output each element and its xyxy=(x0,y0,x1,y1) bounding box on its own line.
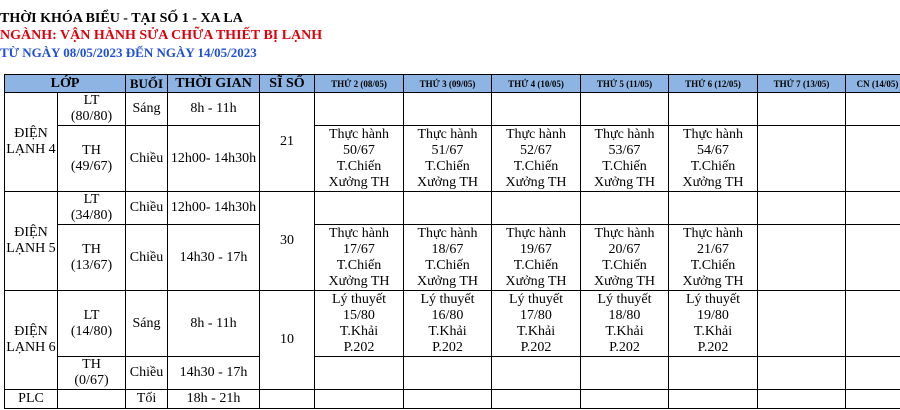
schedule-cell xyxy=(758,357,846,390)
session-buoi: Chiều xyxy=(126,192,168,225)
schedule-cell xyxy=(315,192,404,225)
table-row xyxy=(5,225,900,291)
schedule-cell xyxy=(846,93,900,126)
schedule-cell xyxy=(758,192,846,225)
table-row xyxy=(5,192,900,225)
session-type: TH (49/67) xyxy=(58,126,126,192)
class-name: PLC xyxy=(5,390,58,409)
table-row xyxy=(5,291,900,357)
schedule-cell xyxy=(758,126,846,192)
class-si-so: 21 xyxy=(260,93,315,192)
major-title: NGÀNH: VẬN HÀNH SỬA CHỮA THIẾT BỊ LẠNH xyxy=(0,28,323,43)
schedule-cell xyxy=(846,126,900,192)
schedule-cell xyxy=(758,390,846,409)
session-type xyxy=(58,390,126,409)
schedule-cell xyxy=(492,192,581,225)
schedule-cell xyxy=(404,390,492,409)
schedule-cell xyxy=(404,192,492,225)
schedule-cell xyxy=(581,93,669,126)
schedule-cell xyxy=(492,357,581,390)
class-si-so xyxy=(260,390,315,409)
table-row xyxy=(5,390,900,409)
schedule-cell xyxy=(846,390,900,409)
session-type: LT (14/80) xyxy=(58,291,126,357)
schedule-cell xyxy=(581,390,669,409)
schedule-cell: Thực hành 52/67 T.Chiến Xưởng TH xyxy=(492,126,581,192)
schedule-cell xyxy=(846,291,900,357)
schedule-cell: Thực hành 18/67 T.Chiến Xưởng TH xyxy=(404,225,492,291)
session-time: 12h00- 14h30h xyxy=(168,192,260,225)
session-time: 14h30 - 17h xyxy=(168,357,260,390)
schedule-cell xyxy=(581,357,669,390)
schedule-cell: Thực hành 17/67 T.Chiến Xưởng TH xyxy=(315,225,404,291)
schedule-cell xyxy=(669,93,758,126)
col-thoi-gian: THỜI GIAN xyxy=(168,75,260,93)
schedule-cell: Thực hành 19/67 T.Chiến Xưởng TH xyxy=(492,225,581,291)
table-row xyxy=(5,357,900,390)
col-lop: LỚP xyxy=(5,75,126,93)
schedule-cell xyxy=(846,192,900,225)
col-day-sun: CN (14/05) xyxy=(846,75,900,93)
col-day-thu: THỨ 5 (11/05) xyxy=(581,75,669,93)
session-type: TH (13/67) xyxy=(58,225,126,291)
schedule-cell xyxy=(404,93,492,126)
col-day-tue: THỨ 3 (09/05) xyxy=(404,75,492,93)
session-buoi: Sáng xyxy=(126,93,168,126)
schedule-cell: Lý thuyết 18/80 T.Khải P.202 xyxy=(581,291,669,357)
schedule-cell: Lý thuyết 19/80 T.Khải P.202 xyxy=(669,291,758,357)
schedule-cell xyxy=(846,225,900,291)
schedule-cell: Thực hành 50/67 T.Chiến Xưởng TH xyxy=(315,126,404,192)
class-si-so: 30 xyxy=(260,192,315,291)
session-time: 12h00- 14h30h xyxy=(168,126,260,192)
class-name: ĐIỆN LẠNH 6 xyxy=(5,291,58,390)
col-buoi: BUỔI xyxy=(126,75,168,93)
session-type: TH (0/67) xyxy=(58,357,126,390)
session-buoi: Sáng xyxy=(126,291,168,357)
schedule-cell xyxy=(758,291,846,357)
schedule-cell xyxy=(669,357,758,390)
schedule-cell: Lý thuyết 15/80 T.Khải P.202 xyxy=(315,291,404,357)
schedule-cell: Thực hành 21/67 T.Chiến Xưởng TH xyxy=(669,225,758,291)
session-buoi: Chiều xyxy=(126,225,168,291)
schedule-cell xyxy=(581,192,669,225)
header-row xyxy=(5,75,900,93)
col-si-so: SĨ SỐ xyxy=(260,75,315,93)
table-row xyxy=(5,126,900,192)
schedule-cell xyxy=(315,93,404,126)
schedule-cell xyxy=(315,357,404,390)
schedule-cell: Thực hành 54/67 T.Chiến Xưởng TH xyxy=(669,126,758,192)
session-type: LT (80/80) xyxy=(58,93,126,126)
col-day-wed: THỨ 4 (10/05) xyxy=(492,75,581,93)
schedule-cell xyxy=(758,93,846,126)
class-si-so: 10 xyxy=(260,291,315,390)
schedule-cell xyxy=(404,357,492,390)
schedule-cell xyxy=(846,357,900,390)
schedule-title: THỜI KHÓA BIỂU - TẠI SỐ 1 - XA LA xyxy=(0,11,243,26)
session-time: 8h - 11h xyxy=(168,291,260,357)
schedule-cell: Thực hành 51/67 T.Chiến Xưởng TH xyxy=(404,126,492,192)
schedule-cell xyxy=(492,390,581,409)
session-time: 8h - 11h xyxy=(168,93,260,126)
schedule-cell xyxy=(492,93,581,126)
session-buoi: Chiều xyxy=(126,357,168,390)
date-range: TỪ NGÀY 08/05/2023 ĐẾN NGÀY 14/05/2023 xyxy=(0,45,257,60)
col-day-mon: THỨ 2 (08/05) xyxy=(315,75,404,93)
col-day-sat: THỨ 7 (13/05) xyxy=(758,75,846,93)
schedule-cell xyxy=(669,390,758,409)
table-row xyxy=(5,93,900,126)
session-time: 18h - 21h xyxy=(168,390,260,409)
schedule-cell: Thực hành 20/67 T.Chiến Xưởng TH xyxy=(581,225,669,291)
col-day-fri: THỨ 6 (12/05) xyxy=(669,75,758,93)
schedule-cell xyxy=(315,390,404,409)
session-buoi: Tối xyxy=(126,390,168,409)
schedule-cell xyxy=(758,225,846,291)
schedule-cell xyxy=(669,192,758,225)
schedule-cell: Lý thuyết 17/80 T.Khải P.202 xyxy=(492,291,581,357)
schedule-cell: Thực hành 53/67 T.Chiến Xưởng TH xyxy=(581,126,669,192)
class-name: ĐIỆN LẠNH 4 xyxy=(5,93,58,192)
schedule-cell: Lý thuyết 16/80 T.Khải P.202 xyxy=(404,291,492,357)
timetable xyxy=(4,74,900,409)
session-time: 14h30 - 17h xyxy=(168,225,260,291)
session-type: LT (34/80) xyxy=(58,192,126,225)
class-name: ĐIỆN LẠNH 5 xyxy=(5,192,58,291)
session-buoi: Chiều xyxy=(126,126,168,192)
